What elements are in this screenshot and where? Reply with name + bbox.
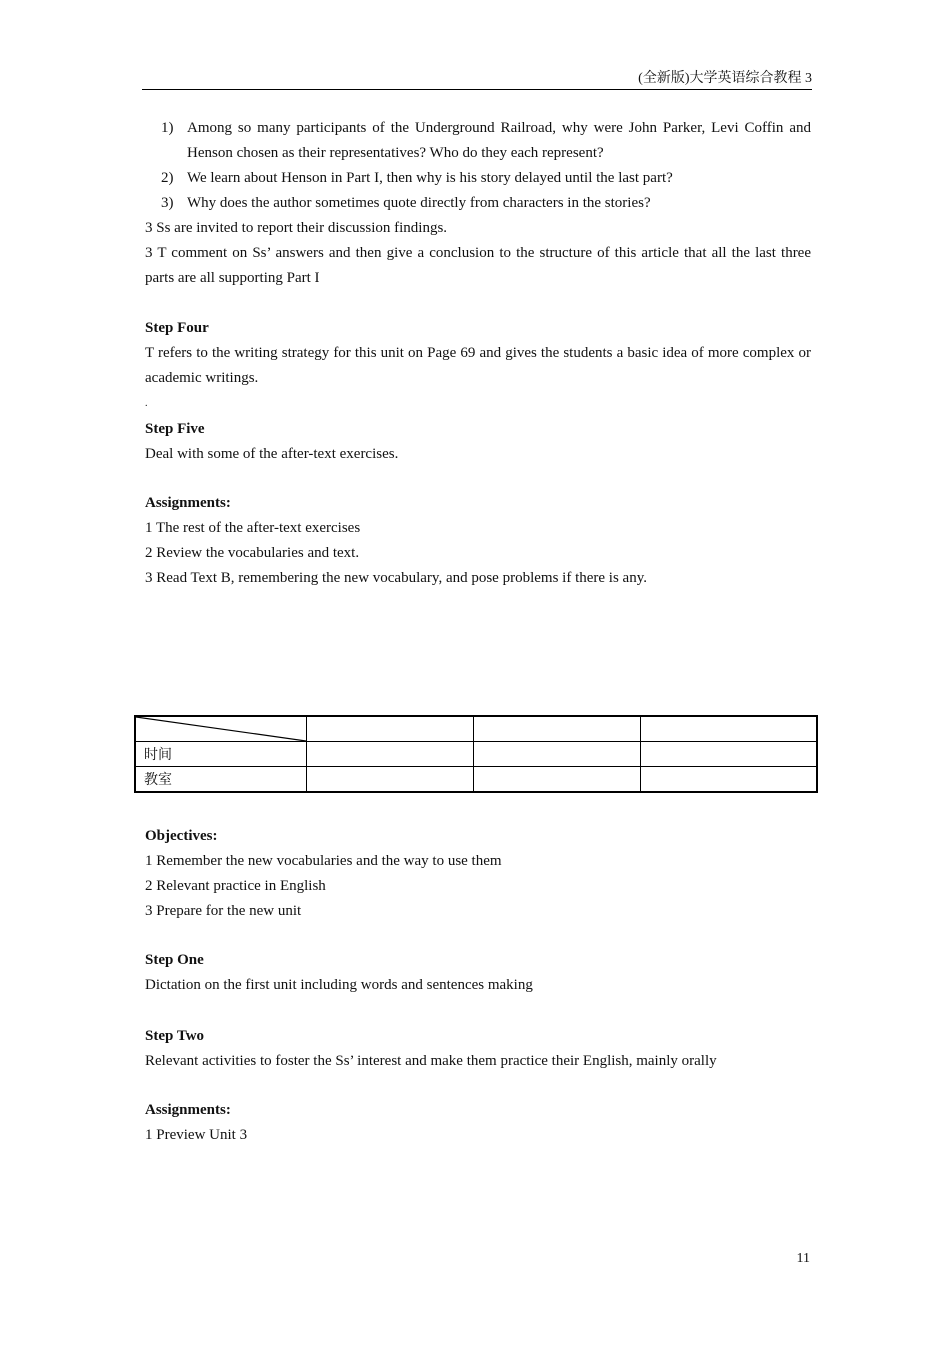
question-number: 1) [161,120,174,136]
step-five-text: Deal with some of the after-text exercises. [145,446,399,462]
question-text: We learn about Henson in Part I, then why is his story delayed until the last part? [187,170,673,186]
assignments-heading: Assignments: [145,1102,231,1118]
step-one-text: Dictation on the first unit including words and sentences making [145,977,533,993]
objective-item: 2 Relevant practice in English [145,878,326,894]
comment-line: 3 T comment on Ss’ answers and then give a conclusion to the structure of this article that all the last three parts are all supporting Part I [145,245,811,286]
question-2 [145,166,811,191]
assignments-heading: Assignments: [145,495,231,511]
table-row [135,742,817,767]
step-one-heading: Step One [145,952,204,968]
objective-item: 1 Remember the new vocabularies and the way to use them [145,853,502,869]
assignment-item: 1 The rest of the after-text exercises [145,520,361,536]
step-four-text: T refers to the writing strategy for this unit on Page 69 and gives the students a basic idea of more complex or academic writings. [145,345,811,386]
table-cell [641,767,817,793]
question-number: 2) [161,170,174,186]
stray-dot: . [145,398,148,409]
row-label-classroom: 教室 [135,767,307,793]
question-3 [145,191,811,216]
row-label-time: 时间 [135,742,307,767]
assignment-item: 2 Review the vocabularies and text. [145,545,360,561]
assignments-section-1 [145,491,811,591]
question-number: 3) [161,195,174,211]
table-cell [307,716,474,742]
question-text: Why does the author sometimes quote directly from characters in the stories? [187,195,651,211]
assignments-section-2 [145,1098,811,1148]
table-row [135,716,817,742]
step-two-heading: Step Two [145,1028,205,1044]
table-cell [474,716,641,742]
diagonal-header-cell [135,716,307,742]
page-header [142,70,812,90]
table-cell [474,742,641,767]
question-text: Among so many participants of the Underground Railroad, why were John Parker, Levi Coffin and Henson chosen as their representatives? Who do they each represent? [187,120,811,161]
table-cell [307,767,474,793]
discussion-section [145,116,811,291]
page-number: 11 [796,1251,810,1266]
step-five-section [145,417,811,467]
step-two-section [145,1024,811,1074]
schedule-table [134,715,818,793]
table-cell [474,767,641,793]
table-cell [641,716,817,742]
objectives-heading: Objectives: [145,828,218,844]
table-row [135,767,817,793]
objective-item: 3 Prepare for the new unit [145,903,302,919]
step-five-heading: Step Five [145,421,205,437]
step-two-text: Relevant activities to foster the Ss’ interest and make them practice their English, mainly orally [145,1053,717,1069]
step-four-section [145,316,811,416]
diagonal-line [136,717,306,741]
report-line: 3 Ss are invited to report their discussion findings. [145,220,448,236]
step-four-heading: Step Four [145,320,209,336]
table-cell [641,742,817,767]
table-cell [307,742,474,767]
question-1 [145,116,811,166]
step-one-section [145,948,811,998]
assignment-item: 1 Preview Unit 3 [145,1127,248,1143]
assignment-item: 3 Read Text B, remembering the new vocabulary, and pose problems if there is any. [145,570,647,586]
objectives-section [145,824,811,924]
header-title: (全新版)大学英语综合教程 3 [638,71,812,86]
